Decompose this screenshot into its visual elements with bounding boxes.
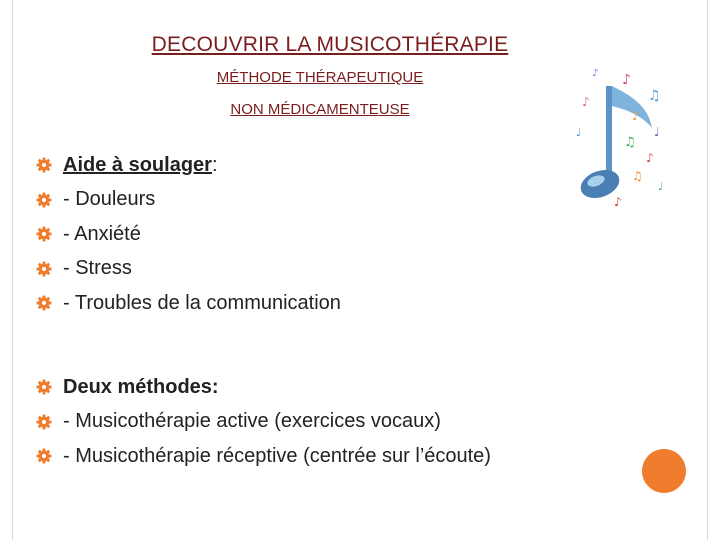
list-item-heading xyxy=(36,370,491,405)
list-item-text: - Anxiété xyxy=(63,222,141,245)
list-item xyxy=(36,439,491,474)
list-item xyxy=(36,183,341,218)
svg-text:♪: ♪ xyxy=(646,151,654,165)
orange-gear-bullet-icon xyxy=(36,261,52,277)
slide-title: DECOUVRIR LA MUSICOTHÉRAPIE xyxy=(151,33,509,56)
list-item-text: - Troubles de la communication xyxy=(63,291,341,314)
orange-gear-bullet-icon xyxy=(36,414,52,430)
relief-heading: Aide à soulager xyxy=(63,153,212,176)
relief-list xyxy=(36,148,341,321)
orange-gear-bullet-icon xyxy=(36,295,52,311)
music-note-illustration xyxy=(562,66,672,216)
svg-text:♫: ♫ xyxy=(648,88,661,104)
svg-text:♪: ♪ xyxy=(632,109,640,123)
svg-text:♩: ♩ xyxy=(658,180,664,193)
svg-text:♩: ♩ xyxy=(654,125,660,139)
svg-text:♪: ♪ xyxy=(582,95,590,109)
list-item xyxy=(36,286,341,321)
svg-text:♪: ♪ xyxy=(614,195,622,209)
list-item-text: - Stress xyxy=(63,257,132,280)
decorative-orange-circle xyxy=(642,449,686,493)
list-item xyxy=(36,217,341,252)
orange-gear-bullet-icon xyxy=(36,379,52,395)
slide-subtitle-line2: NON MÉDICAMENTEUSE xyxy=(230,101,410,118)
relief-heading-suffix: : xyxy=(211,153,218,176)
orange-gear-bullet-icon xyxy=(36,157,52,173)
list-item xyxy=(36,252,341,287)
slide-subtitle-line1: MÉTHODE THÉRAPEUTIQUE xyxy=(216,69,424,86)
svg-text:♫: ♫ xyxy=(632,169,643,183)
orange-gear-bullet-icon xyxy=(36,448,52,464)
methods-heading: Deux méthodes: xyxy=(63,375,219,398)
orange-gear-bullet-icon xyxy=(36,226,52,242)
list-item-heading xyxy=(36,148,341,183)
svg-text:♫: ♫ xyxy=(624,135,636,150)
orange-gear-bullet-icon xyxy=(36,192,52,208)
svg-text:♪: ♪ xyxy=(592,68,599,79)
list-item-text: - Musicothérapie réceptive (centrée sur l’écoute) xyxy=(63,444,491,467)
slide-frame-right xyxy=(707,0,708,540)
svg-text:♪: ♪ xyxy=(622,72,631,88)
methods-list xyxy=(36,370,491,474)
list-item xyxy=(36,405,491,440)
svg-text:♩: ♩ xyxy=(576,126,582,139)
list-item-text: - Douleurs xyxy=(63,188,156,211)
list-item-text: - Musicothérapie active (exercices vocaux) xyxy=(63,410,441,433)
